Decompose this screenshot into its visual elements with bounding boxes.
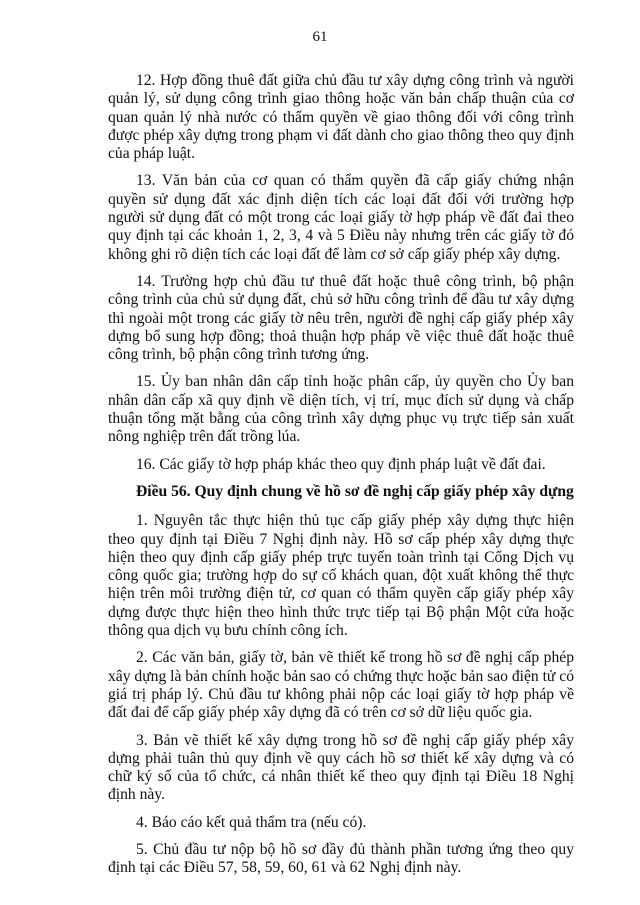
- document-body: [108, 72, 574, 887]
- article-56-clause-3: 3. Bản vẽ thiết kế xây dựng trong hồ sơ đề nghị cấp giấy phép xây dựng phải tuân thủ quy định về quy cách hồ sơ thiết kế xây dựng và có chữ ký số của tổ chức, cá nhân thiết kế theo quy định tại Điều 18 Nghị định này.: [108, 731, 574, 804]
- paragraph-item-12: 12. Hợp đồng thuê đất giữa chủ đầu tư xây dựng công trình và người quản lý, sử dụng công trình giao thông hoặc văn bản chấp thuận của cơ quan quản lý nhà nước có thẩm quyền về giao thông đối với công trình được phép xây dựng trong phạm vi đất dành cho giao thông theo quy định của pháp luật.: [108, 72, 574, 163]
- article-56-clause-4: 4. Báo cáo kết quả thẩm tra (nếu có).: [136, 813, 367, 831]
- paragraph-item-14: 14. Trường hợp chủ đầu tư thuê đất hoặc thuê công trình, bộ phận công trình của chủ sử dụng đất, chủ sở hữu công trình để đầu tư xây dựng thì ngoài một trong các giấy tờ nêu trên, người đề nghị cấp giấy phép xây dựng bổ sung hợp đồng; thoả thuận hợp pháp về việc thuê đất hoặc thuê công trình, bộ phận công trình tương ứng.: [108, 272, 574, 364]
- article-56-clause-1: 1. Nguyên tắc thực hiện thủ tục cấp giấy phép xây dựng thực hiện theo quy định tại Điều 7 Nghị định này. Hồ sơ cấp phép xây dựng thực hiện theo quy định cấp giấy phép trực tuyến toàn trình tại Cổng Dịch vụ công quốc gia; trường hợp do sự cố khách quan, đột xuất không thể thực hiện trên môi trường điện tử, cơ quan có thẩm quyền cấp giấy phép xây dựng được thực hiện theo hình thức trực tiếp tại Bộ phận Một cửa hoặc thông qua dịch vụ bưu chính công ích.: [108, 512, 574, 640]
- page-number: 61: [312, 29, 328, 45]
- article-56-clause-2: 2. Các văn bản, giấy tờ, bản vẽ thiết kế trong hồ sơ đề nghị cấp phép xây dựng là bản chính hoặc bản sao có chứng thực hoặc bản sao điện tử có giá trị pháp lý. Chủ đầu tư không phải nộp các loại giấy tờ hợp pháp về đất đai để cấp giấy phép xây dựng đã có trên cơ sở dữ liệu quốc gia.: [108, 649, 574, 722]
- article-56-clause-5: 5. Chủ đầu tư nộp bộ hồ sơ đầy đủ thành phần tương ứng theo quy định tại các Điều 57, 58, 59, 60, 61 và 62 Nghị định này.: [108, 840, 574, 877]
- paragraph-item-16: 16. Các giấy tờ hợp pháp khác theo quy định pháp luật về đất đai.: [136, 455, 546, 473]
- paragraph-item-15: 15. Ủy ban nhân dân cấp tỉnh hoặc phân cấp, ủy quyền cho Ủy ban nhân dân cấp xã quy định về diện tích, vị trí, mục đích sử dụng và chấp thuận tổng mặt bằng của công trình xây dựng phục vụ trực tiếp sản xuất nông nghiệp trên đất trồng lúa.: [108, 373, 574, 446]
- paragraph-item-13: 13. Văn bản của cơ quan có thẩm quyền đã cấp giấy chứng nhận quyền sử dụng đất xác định diện tích các loại đất đối với trường hợp người sử dụng đất có một trong các loại giấy tờ hợp pháp về đất đai theo quy định tại các khoản 1, 2, 3, 4 và 5 Điều này nhưng trên các giấy tờ đó không ghi rõ diện tích các loại đất để làm cơ sở cấp giấy phép xây dựng.: [108, 172, 574, 263]
- article-56-heading: Điều 56. Quy định chung về hồ sơ đề nghị cấp giấy phép xây dựng: [136, 482, 574, 500]
